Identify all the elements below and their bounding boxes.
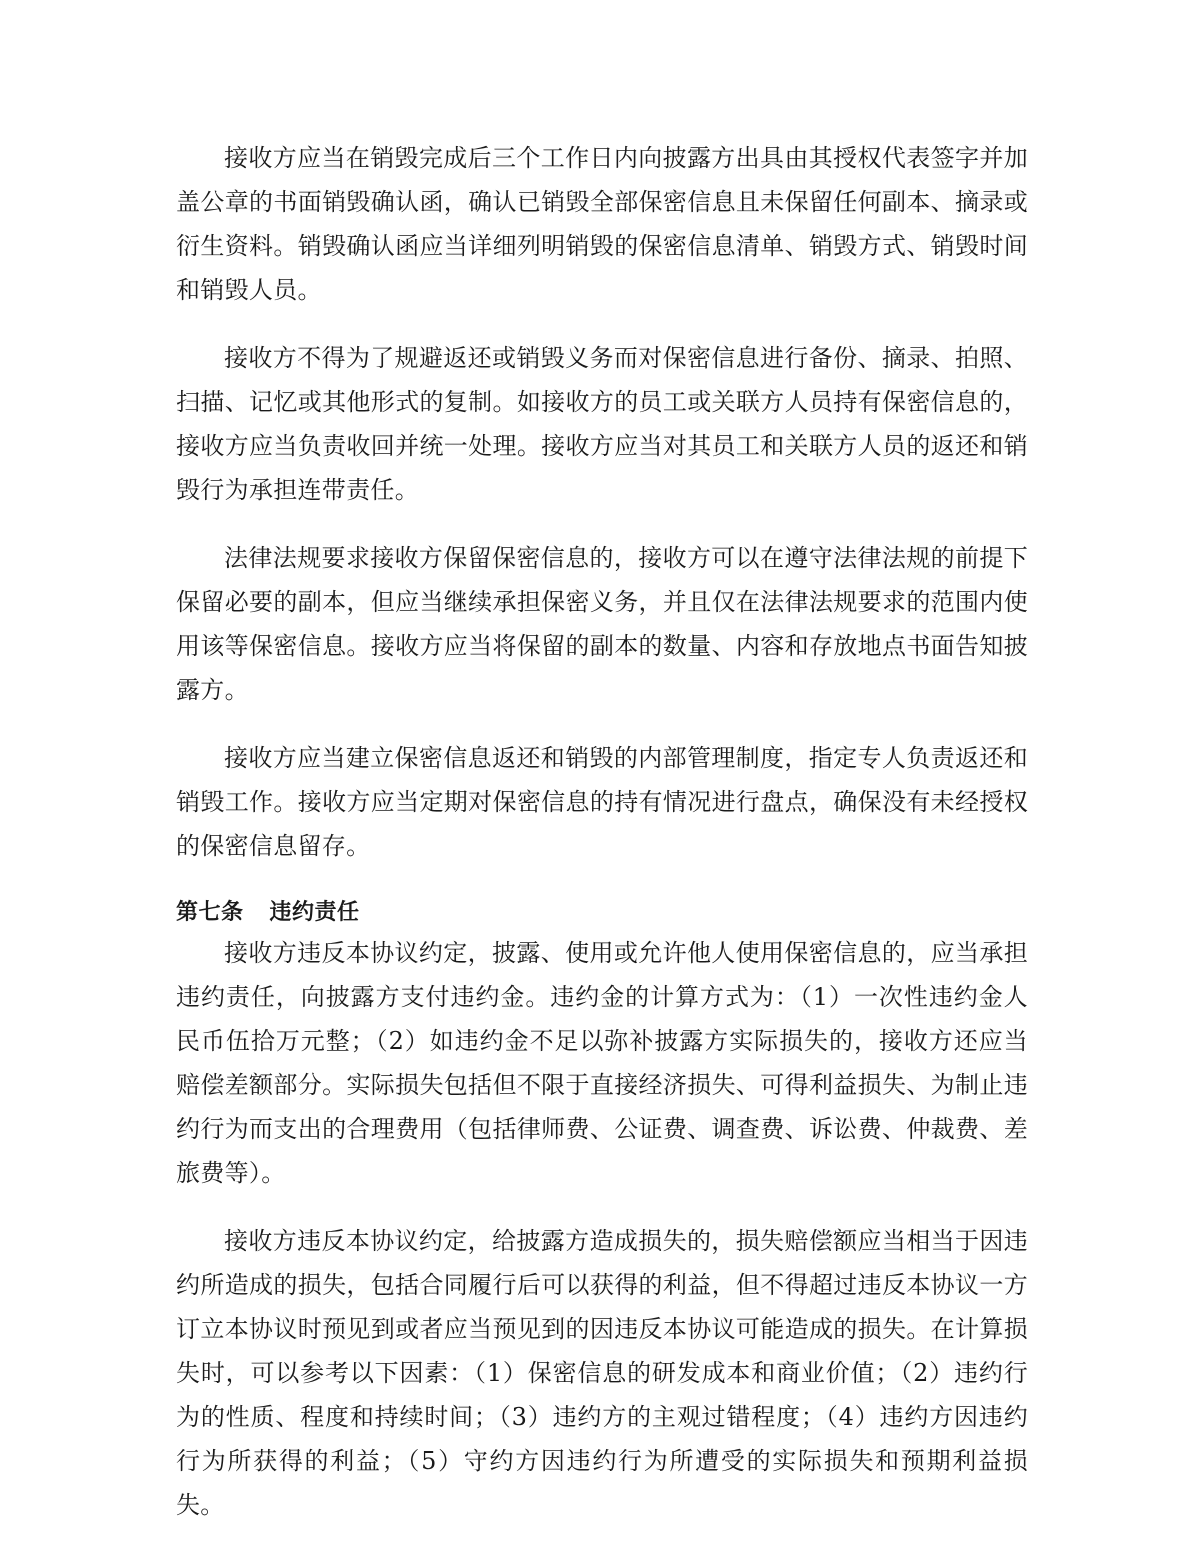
paragraph-legal-retention: 法律法规要求接收方保留保密信息的，接收方可以在遵守法律法规的前提下保留必要的副本，但应当继续承担保密义务，并且仅在法律法规要求的范围内使用该等保密信息。接收方应当将保留的副本的数量、内容和存放地点书面告知披露方。 bbox=[176, 544, 1028, 704]
section-number: 第七条 bbox=[176, 900, 244, 925]
paragraph-destruction-confirmation: 接收方应当在销毁完成后三个工作日内向披露方出具由其授权代表签字并加盖公章的书面销毁确认函，确认已销毁全部保密信息且未保留任何副本、摘录或衍生资料。销毁确认函应当详细列明销毁的保密信息清单、销毁方式、销毁时间和销毁人员。 bbox=[176, 144, 1028, 304]
section-title: 违约责任 bbox=[269, 900, 360, 925]
paragraph-no-copying: 接收方不得为了规避返还或销毁义务而对保密信息进行备份、摘录、拍照、扫描、记忆或其他形式的复制。如接收方的员工或关联方人员持有保密信息的，接收方应当负责收回并统一处理。接收方应当对其员工和关联方人员的返还和销毁行为承担连带责任。 bbox=[176, 344, 1028, 504]
section-heading bbox=[176, 895, 1028, 931]
document-body bbox=[176, 136, 1028, 1527]
paragraph-liquidated-damages: 接收方违反本协议约定，披露、使用或允许他人使用保密信息的，应当承担违约责任，向披露方支付违约金。违约金的计算方式为：（1）一次性违约金人民币伍拾万元整；（2）如违约金不足以弥补披露方实际损失的，接收方还应当赔偿差额部分。实际损失包括但不限于直接经济损失、可得利益损失、为制止违约行为而支出的合理费用（包括律师费、公证费、调查费、诉讼费、仲裁费、差旅费等）。 bbox=[176, 939, 1028, 1187]
paragraph-loss-compensation: 接收方违反本协议约定，给披露方造成损失的，损失赔偿额应当相当于因违约所造成的损失，包括合同履行后可以获得的利益，但不得超过违反本协议一方订立本协议时预见到或者应当预见到的因违反本协议可能造成的损失。在计算损失时，可以参考以下因素：（1）保密信息的研发成本和商业价值；（2）违约行为的性质、程度和持续时间；（3）违约方的主观过错程度；（4）违约方因违约行为所获得的利益；（5）守约方因违约行为所遭受的实际损失和预期利益损失。 bbox=[176, 1227, 1028, 1519]
paragraph-internal-management: 接收方应当建立保密信息返还和销毁的内部管理制度，指定专人负责返还和销毁工作。接收方应当定期对保密信息的持有情况进行盘点，确保没有未经授权的保密信息留存。 bbox=[176, 744, 1028, 860]
